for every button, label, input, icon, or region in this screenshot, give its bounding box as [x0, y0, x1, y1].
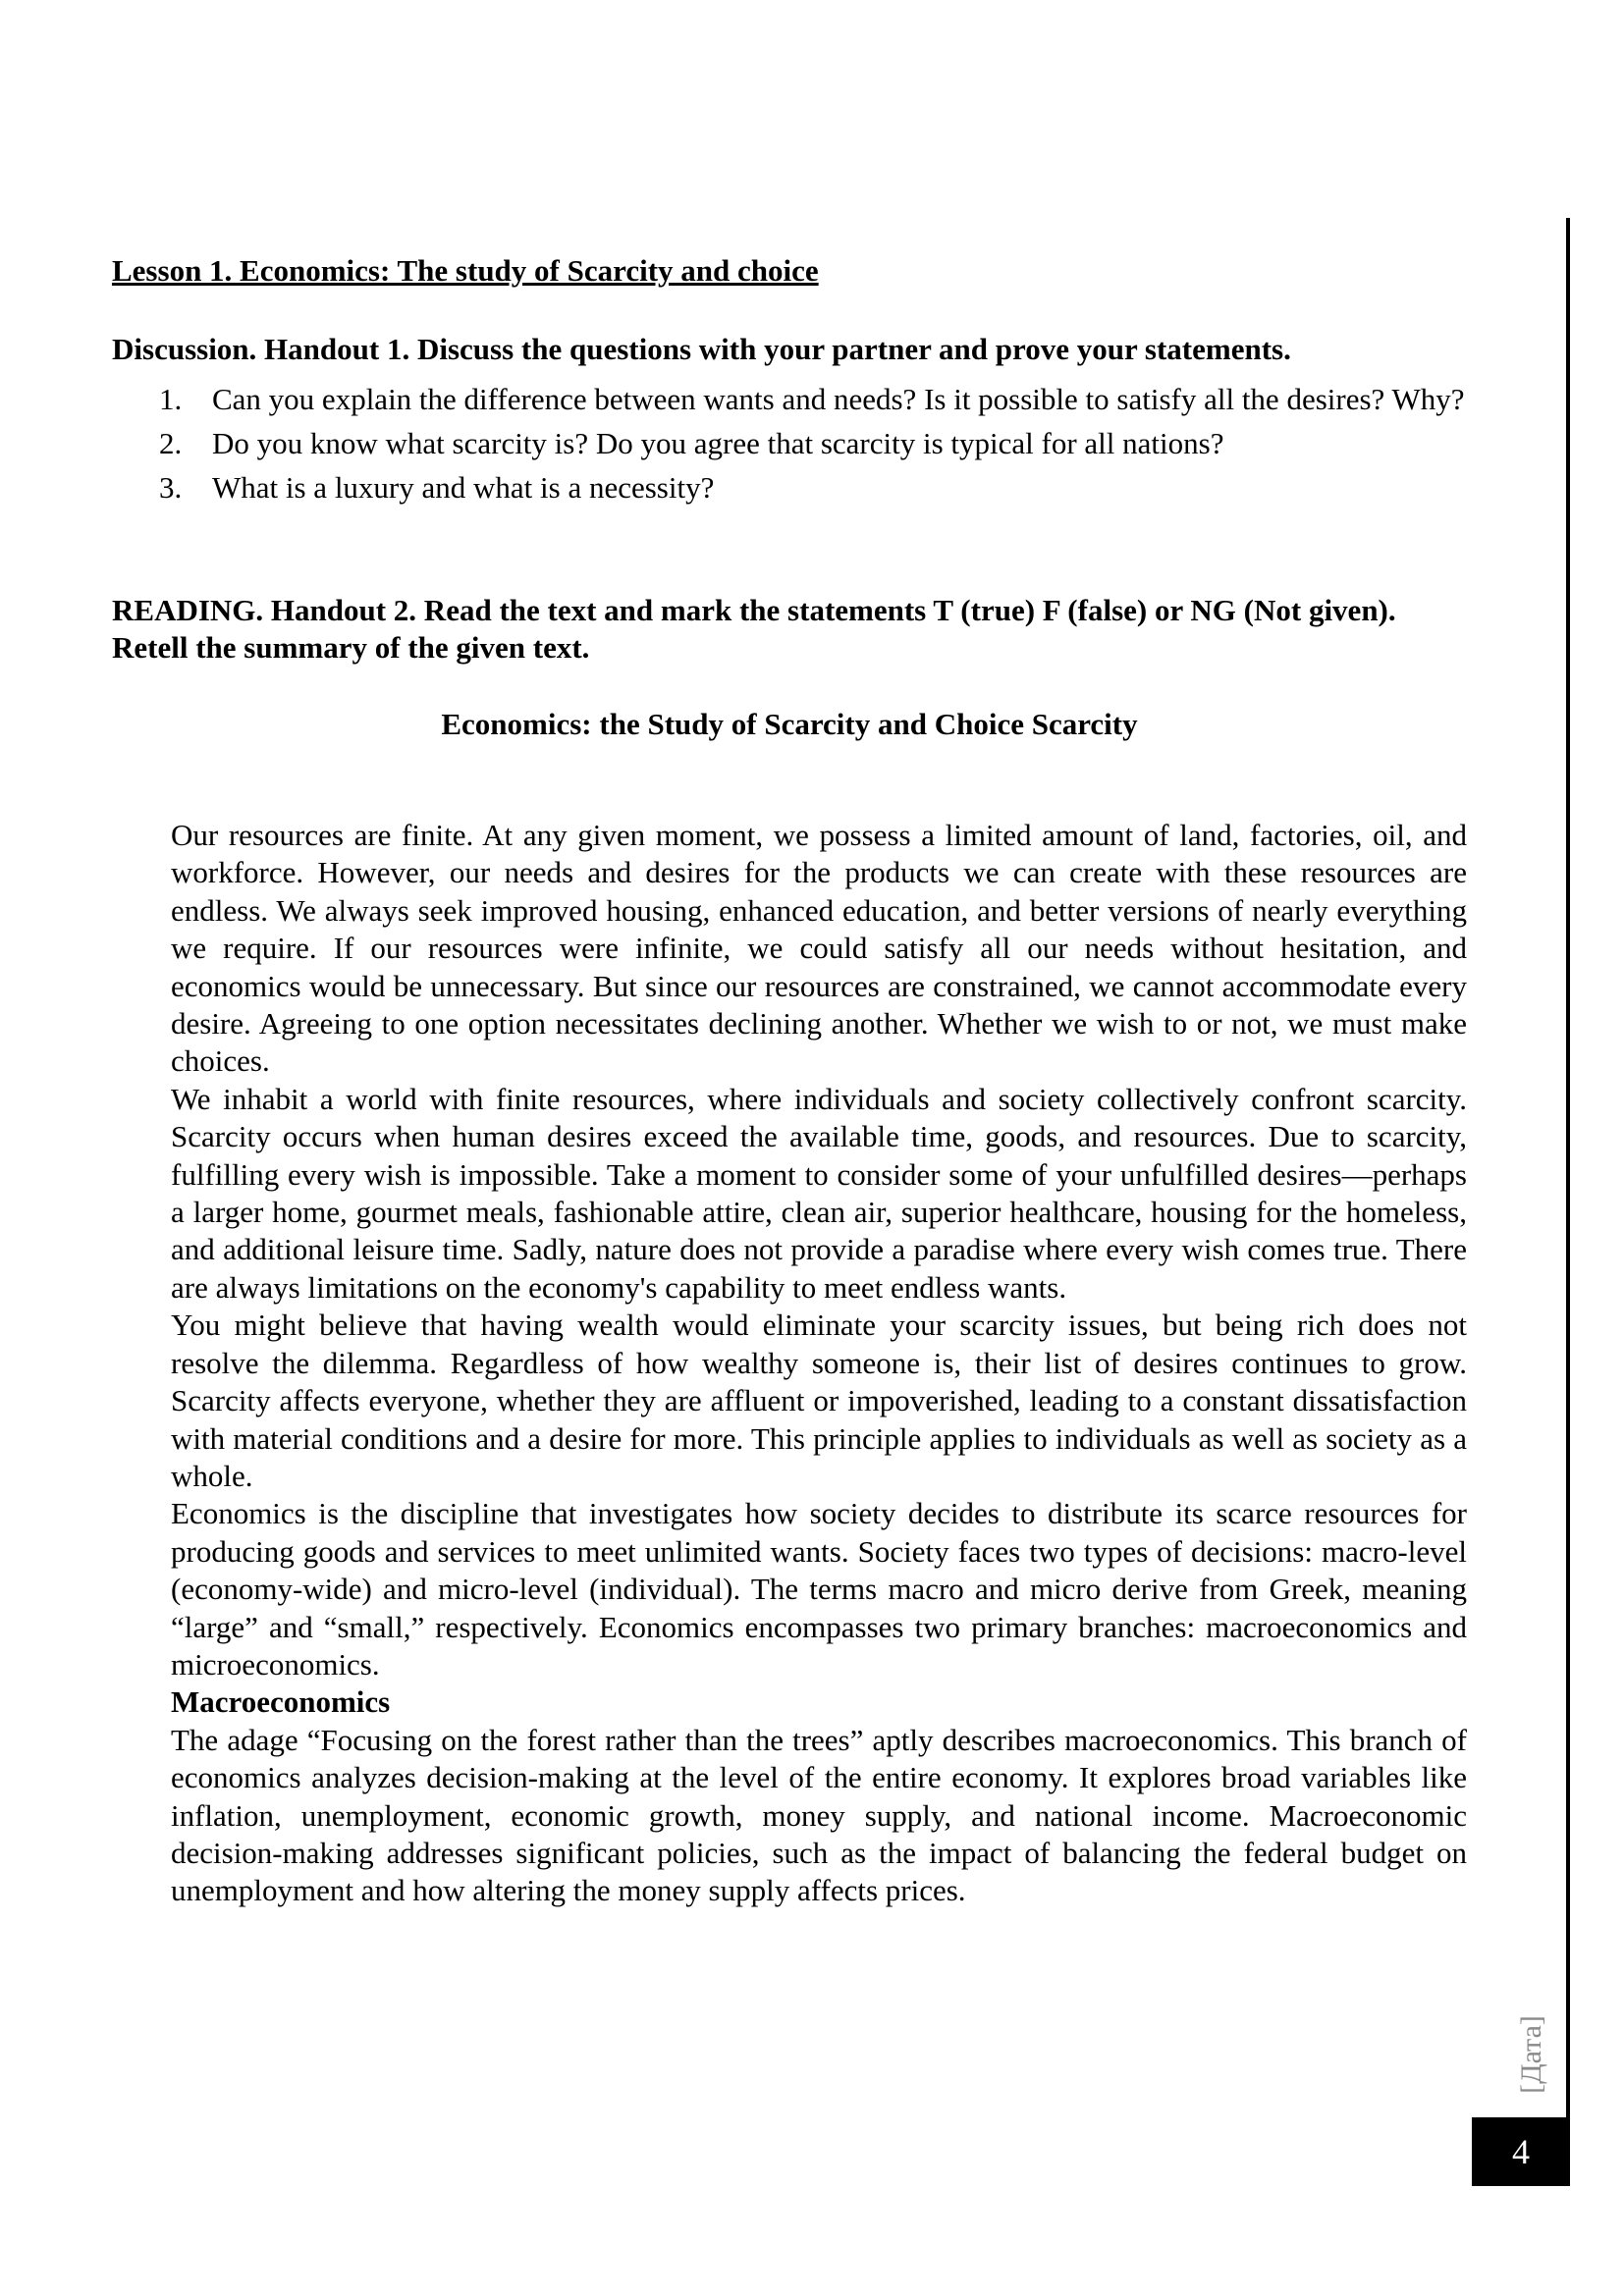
question-number: 2. — [159, 426, 183, 460]
body-paragraph: Our resources are finite. At any given moment, we possess a limited amount of land, factories, oil, and workforce. However, our needs and desires for the products we can create with these resources are endless. We always seek improved housing, enhanced education, and better versions of nearly everything we require. If our resources were infinite, we could satisfy all our needs without hesitation, and economics would be unnecessary. But since our resources are constrained, we cannot accommodate every desire. Agreeing to one option necessitates declining another. Whether we wish to or not, we must make choices. — [171, 818, 1467, 1079]
text-title: Economics: the Study of Scarcity and Choice Scarcity — [441, 707, 1138, 741]
question-text: Do you know what scarcity is? Do you agree that scarcity is typical for all nations? — [212, 426, 1224, 460]
question-number: 1. — [159, 382, 183, 416]
question-item — [112, 465, 1467, 509]
body-paragraph: You might believe that having wealth would eliminate your scarcity issues, but being rich does not resolve the dilemma. Regardless of how wealthy someone is, their list of desires continues to grow. Scarcity affects everyone, whether they are affluent or impoverished, leading to a constant dissatisfaction with material conditions and a desire for more. This principle applies to individuals as well as society as a whole. — [171, 1308, 1467, 1493]
footer-date — [1512, 1996, 1551, 2113]
reading-body — [171, 817, 1467, 1910]
question-item — [112, 421, 1467, 465]
question-number: 3. — [159, 470, 183, 505]
body-paragraph: The adage “Focusing on the forest rather than the trees” aptly describes macroeconomics. This branch of economics analyzes decision-making at the level of the entire economy. It explores broad variables like inflation, unemployment, economic growth, money supply, and national income. Macroeconomic decision-making addresses significant policies, such as the impact of balancing the federal budget on unemployment and how altering the money supply affects prices. — [171, 1722, 1467, 1908]
body-paragraph: We inhabit a world with finite resources, where individuals and society collectively confront scarcity. Scarcity occurs when human desires exceed the available time, goods, and resources. Due to scarcity, fulfilling every wish is impossible. Take a moment to consider some of your unfulfilled desires—perhaps a larger home, gourmet meals, fashionable attire, clean air, superior healthcare, housing for the homeless, and additional leisure time. Sadly, nature does not provide a paradise where every wish comes true. There are always limitations on the economy's capability to meet endless wants. — [171, 1081, 1467, 1305]
macroeconomics-subheading: Macroeconomics — [171, 1684, 391, 1720]
discussion-heading: Discussion. Handout 1. Discuss the questions with your partner and prove your statements. — [112, 332, 1291, 366]
discussion-questions — [112, 377, 1467, 509]
question-text: What is a luxury and what is a necessity? — [212, 470, 715, 505]
question-item — [112, 377, 1467, 421]
date-placeholder: [Дата] — [1515, 2015, 1547, 2094]
lesson-title: Lesson 1. Economics: The study of Scarcity and choice — [112, 253, 819, 288]
body-paragraph: Economics is the discipline that investigates how society decides to distribute its scarce resources for producing goods and services to meet unlimited wants. Society faces two types of decisions: macro-level (economy-wide) and micro-level (individual). The terms macro and micro derive from Greek, meaning “large” and “small,” respectively. Economics encompasses two primary branches: macroeconomics and microeconomics. — [171, 1496, 1467, 1682]
margin-rule — [1566, 218, 1570, 2127]
question-text: Can you explain the difference between wants and needs? Is it possible to satisfy all the desires? Why? — [212, 382, 1465, 416]
page-number: 4 — [1472, 2117, 1570, 2186]
reading-heading: READING. Handout 2. Read the text and mark the statements T (true) F (false) or NG (Not given). Retell the summary of the given text. — [112, 593, 1396, 665]
